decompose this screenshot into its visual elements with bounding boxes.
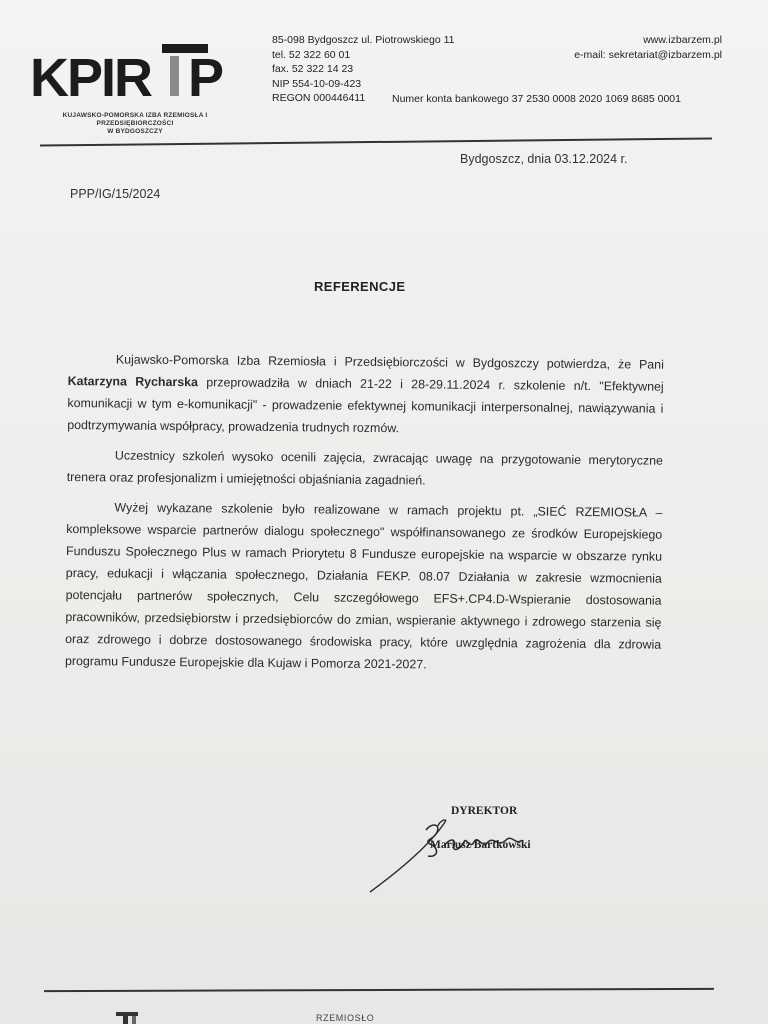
logo-subtitle-line2: W BYDGOSZCZY: [107, 128, 163, 135]
paragraph-1-start: Kujawsko-Pomorska Izba Rzemiosła i Przedsiębiorczości w Bydgoszczy potwierdza, że Pani: [115, 352, 664, 372]
logo-subtitle: [30, 112, 240, 136]
svg-text:P: P: [188, 48, 225, 108]
svg-text:KPIR: KPIR: [30, 48, 152, 108]
footer-logo-icon: [110, 1010, 154, 1024]
handwritten-signature: [360, 810, 570, 900]
header-divider: [40, 137, 712, 146]
paragraph-3: Wyżej wykazane szkolenie było realizowane w ramach projektu pt. „SIEĆ RZEMIOSŁA – kompleksowe wsparcie partnerów dialogu społecznego" współfinansowanego ze środków Europejskiego Funduszu Społecznego Plus w ramach Priorytetu 8 Fundusze europejskie na wsparcie w obszarze rynku pracy, edukacji i włączania społecznego, Działania FEKP. 08.07 Działania w zakresie wzmocnienia potencjału partnerów społecznych, Celu szczegółowego EFS+.CP4.D-Wspieranie dostosowania pracowników, przedsiębiorstw i przedsiębiorców do zmian, wspieranie aktywnego i zdrowego starzenia się oraz zdrowego i dobrze dostosowanego środowiska pracy, które uwzględnia zagrożenia dla zdrowia programu Fundusze Europejskie dla Kujaw i Pomorza 2021-2027.: [64, 500, 663, 672]
website-link[interactable]: www.izbarzem.pl: [643, 34, 722, 46]
regon: REGON 000446411: [272, 92, 366, 105]
address: 85-098 Bydgoszcz ul. Piotrowskiego 11: [272, 34, 455, 46]
footer-divider: [44, 988, 714, 992]
fax: fax. 52 322 14 23: [272, 63, 354, 76]
page-title: REFERENCJE: [314, 279, 406, 294]
paragraph-2: Uczestnicy szkoleń wysoko ocenili zajęcia, zwracając uwagę na przygotowanie merytoryczne trenera oraz profesjonalizm i umiejętności objaśniania zagadnień.: [66, 448, 664, 488]
logo-subtitle-line1: KUJAWSKO-POMORSKA IZBA RZEMIOSŁA I PRZEDSIĘBIORCZOŚCI: [62, 112, 208, 127]
signatory-name: Mariusz Bartkowski: [430, 839, 531, 851]
paragraph-1: [67, 348, 664, 442]
email-link[interactable]: e-mail: sekretariat@izbarzem.pl: [574, 48, 722, 61]
phone: tel. 52 322 60 01: [272, 48, 351, 61]
bank-account: Numer konta bankowego 37 2530 0008 2020 1069 8685 0001: [392, 93, 681, 105]
kpirip-logo: [30, 38, 240, 108]
nip: NIP 554-10-09-423: [272, 77, 362, 90]
reference-number: PPP/IG/15/2024: [70, 187, 161, 201]
web-contact-block: [574, 33, 722, 62]
footer-brand-text: RZEMIOSŁO: [316, 1013, 375, 1023]
document-date: Bydgoszcz, dnia 03.12.2024 r.: [460, 152, 628, 166]
trainer-name: Katarzyna Rycharska: [67, 373, 199, 390]
paragraph-1-end: przeprowadziła w dniach 21-22 i 28-29.11.2024 r. szkolenie n/t. "Efektywnej komunikacji w tym e-komunikacji" - prowadzenie efektywnej komunikacji interpersonalnej, nawiązywania i podtrzymywania współpracy, prowadzenia trudnych rozmów.: [67, 375, 664, 436]
signatory-title: DYREKTOR: [451, 805, 518, 817]
letter-body: [65, 348, 664, 686]
